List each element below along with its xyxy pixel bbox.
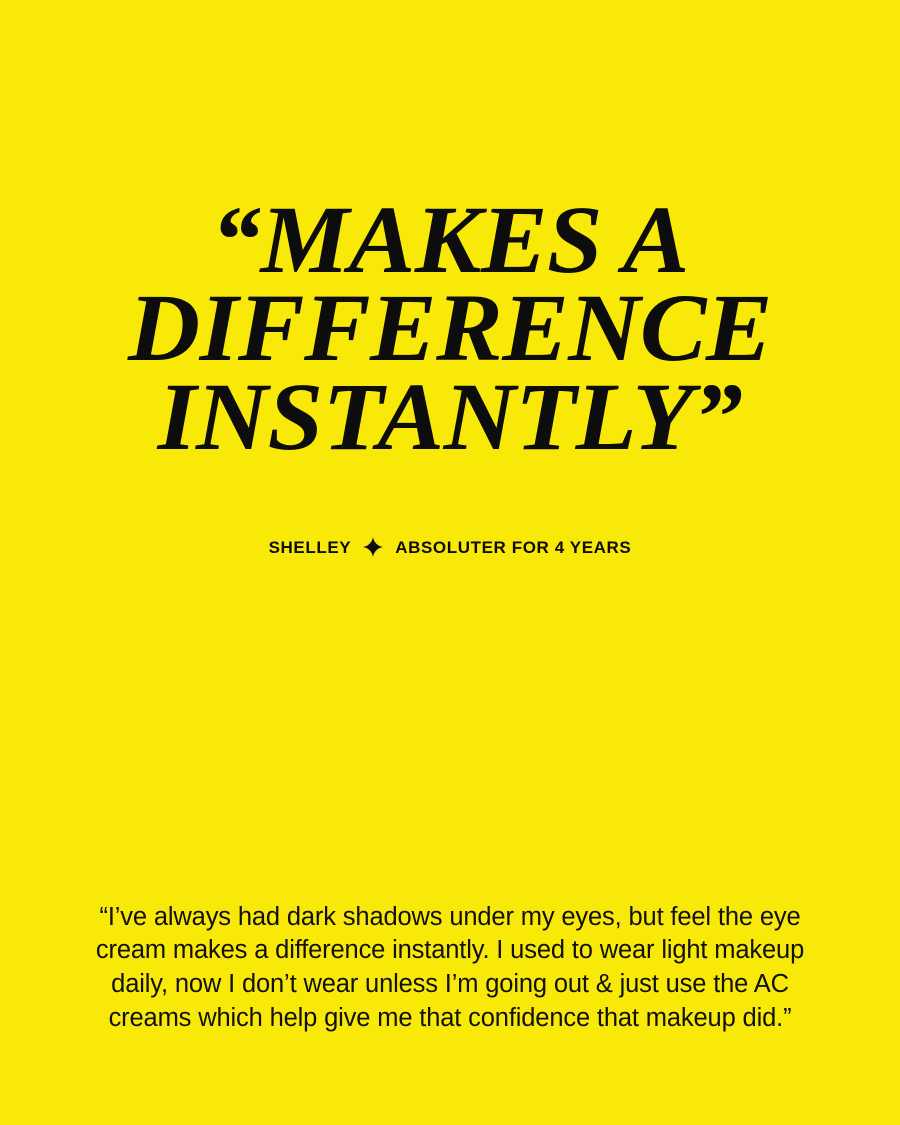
sparkle-icon [363, 537, 383, 557]
page-title [0, 186, 900, 470]
headline-block [0, 186, 900, 470]
headline-line-2: DIFFERENCE [127, 274, 772, 382]
attribution [0, 537, 900, 557]
testimonial-text: “I’ve always had dark shadows under my eyes, but feel the eye cream makes a difference instantly. I used to wear light makeup daily, now I don’t wear unless I’m going out & just use the AC creams which help give me that confidence that makeup did.” [95, 902, 805, 1033]
attribution-name: SHELLEY [268, 537, 352, 557]
headline-line-3: INSTANTLY” [157, 362, 743, 470]
headline-line-1: “MAKES A [211, 186, 689, 293]
attribution-role: ABSOLUTER FOR 4 YEARS [395, 537, 632, 557]
